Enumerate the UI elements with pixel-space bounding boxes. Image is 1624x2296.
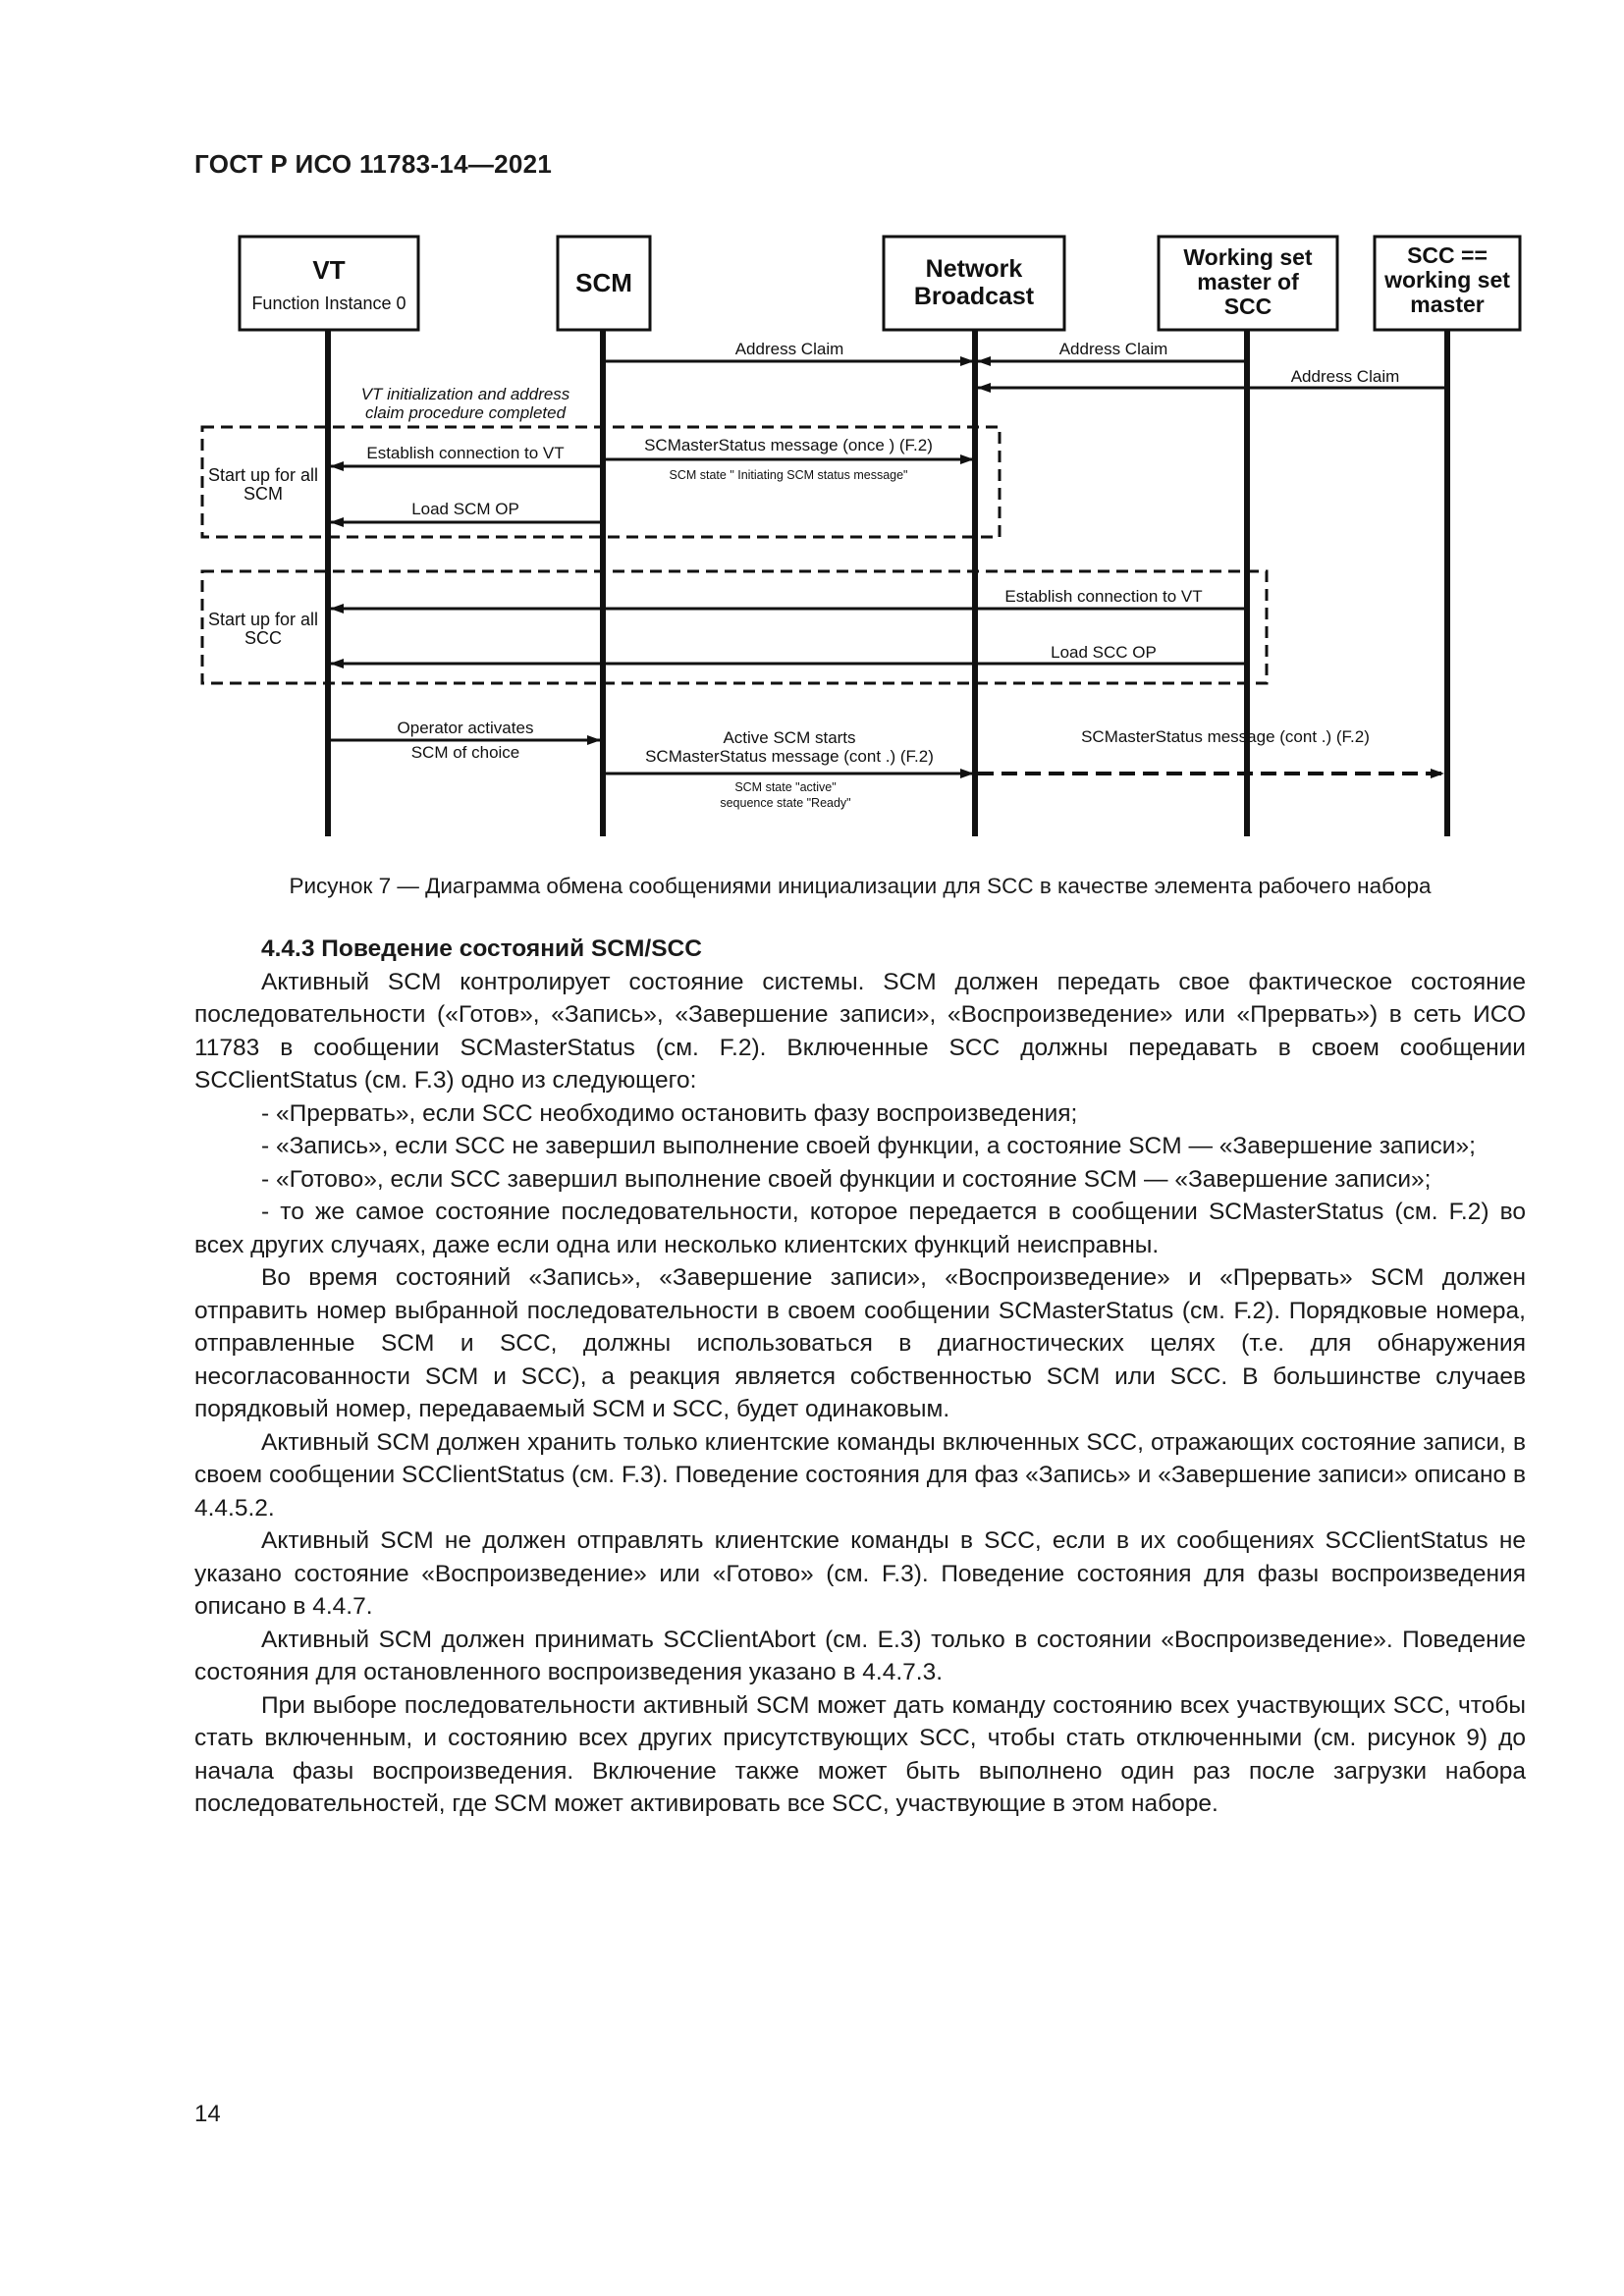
scc-working-set-title-2: working set	[1384, 267, 1510, 293]
label-address-claim-3: Address Claim	[1290, 367, 1400, 386]
label-establish-scm: Establish connection to VT	[366, 444, 565, 462]
label-scmaster-once: SCMasterStatus message (once ) (F.2)	[644, 436, 933, 454]
label-scm-state-active-1: SCM state "active"	[734, 780, 837, 794]
paragraph: Активный SCM контролирует состояние системы. SCM должен передать свое фактическое состояние последовательности («Готов», «Запись», «Завершение записи», «Воспроизведение» или «Прервать») в сеть ИСО 11783 в сообщении SCMasterStatus (см. F.2). Включенные SCC должны передавать в своем сообщении SCClientStatus (см. F.3) одно из следующего:	[194, 968, 1526, 1094]
list-item: - «Прервать», если SCC необходимо остановить фазу воспроизведения;	[261, 1099, 1078, 1127]
network-broadcast-title-2: Broadcast	[913, 283, 1035, 310]
label-active-scm-2: SCMasterStatus message (cont .) (F.2)	[645, 747, 934, 766]
page-number: 14	[194, 2101, 221, 2127]
figure-caption: Рисунок 7 — Диаграмма обмена сообщениями инициализации для SCC в качестве элемента рабочего набора	[289, 874, 1432, 898]
paragraph: Активный SCM должен хранить только клиентские команды включенных SCC, отражающих состояние записи, в своем сообщении SCClientStatus (см. F.3). Поведение состояния для фаз «Запись» и «Завершение записи» описано в 4.4.5.2.	[194, 1428, 1526, 1522]
label-vt-init-2: claim procedure completed	[364, 403, 567, 422]
vt-subtitle: Function Instance 0	[251, 294, 406, 313]
network-broadcast-title-1: Network	[925, 255, 1023, 283]
group-label-scc-1: Start up for all	[207, 610, 319, 629]
label-vt-init-1: VT initialization and address	[360, 385, 570, 403]
group-label-scm-1: Start up for all	[207, 465, 319, 485]
working-set-master-title-2: master of	[1197, 269, 1299, 294]
list-item: - «Запись», если SCC не завершил выполнение своей функции, а состояние SCM — «Завершение записи»;	[261, 1133, 1476, 1159]
group-label-scm-2: SCM	[244, 484, 283, 504]
label-operator-2: SCM of choice	[410, 743, 520, 762]
scc-working-set-title-1: SCC ==	[1407, 242, 1488, 268]
label-load-scm-op: Load SCM OP	[411, 500, 519, 518]
document-header: ГОСТ Р ИСО 11783-14—2021	[194, 149, 553, 179]
vt-title: VT	[312, 255, 346, 285]
label-scmaster-cont: SCMasterStatus message (cont .) (F.2)	[1081, 727, 1370, 746]
paragraph: Активный SCM должен принимать SCClientAbort (см. E.3) только в состоянии «Воспроизведение». Поведение состояния для остановленного воспроизведения указано в 4.4.7.3.	[194, 1626, 1526, 1685]
paragraph: Активный SCM не должен отправлять клиентские команды в SCC, если в их сообщениях SCClientStatus не указано состояние «Воспроизведение» или «Готово» (см. F.3). Поведение состояния для фазы воспроизведения описано в 4.4.7.	[194, 1527, 1526, 1620]
working-set-master-title-1: Working set	[1183, 244, 1313, 270]
group-label-scc-2: SCC	[244, 628, 283, 648]
paragraph: При выборе последовательности активный SCM может дать команду состоянию всех участвующих SCC, чтобы стать включенным, и состоянию всех других присутствующих SCC, чтобы стать отключенными (см. рисунок 9) до начала фазы воспроизведения. Включение также может быть выполнено один раз после загрузки набора последовательностей, где SCM может активировать все SCC, участвующие в этом наборе.	[194, 1691, 1526, 1817]
label-scm-state-init: SCM state " Initiating SCM status message"	[669, 468, 908, 482]
label-address-claim-2: Address Claim	[1058, 340, 1168, 358]
label-establish-scc: Establish connection to VT	[1004, 587, 1203, 606]
scc-working-set-title-3: master	[1410, 292, 1485, 317]
list-item: - «Готово», если SCC завершил выполнение своей функции и состояние SCM — «Завершение записи»;	[261, 1165, 1432, 1193]
section-4-4-3	[194, 933, 1526, 1821]
label-load-scc-op: Load SCC OP	[1051, 643, 1157, 662]
scm-title: SCM	[575, 268, 632, 297]
list-item: - то же самое состояние последовательности, которое передается в сообщении SCMasterStatus (см. F.2) во всех других случаях, даже если одна или несколько клиентских функций неисправны.	[194, 1199, 1526, 1258]
section-title: 4.4.3 Поведение состояний SCM/SCC	[261, 935, 702, 962]
sequence-diagram	[0, 0, 1624, 864]
label-address-claim-1: Address Claim	[734, 340, 844, 358]
working-set-master-title-3: SCC	[1223, 294, 1272, 319]
label-active-scm-1: Active SCM starts	[723, 728, 856, 747]
label-operator-1: Operator activates	[397, 719, 534, 737]
paragraph: Во время состояний «Запись», «Завершение записи», «Воспроизведение» и «Прервать» SCM должен отправить номер выбранной последовательности в своем сообщении SCMasterStatus (см. F.2). Порядковые номера, отправленные SCM и SCC, должны использоваться в диагностических целях (т.е. для обнаружения несогласованности SCM и SCC), а реакция является собственностью SCM или SCC. В большинстве случаев порядковый номер, передаваемый SCM и SCC, будет одинаковым.	[194, 1264, 1526, 1422]
label-scm-state-active-2: sequence state "Ready"	[720, 796, 851, 810]
